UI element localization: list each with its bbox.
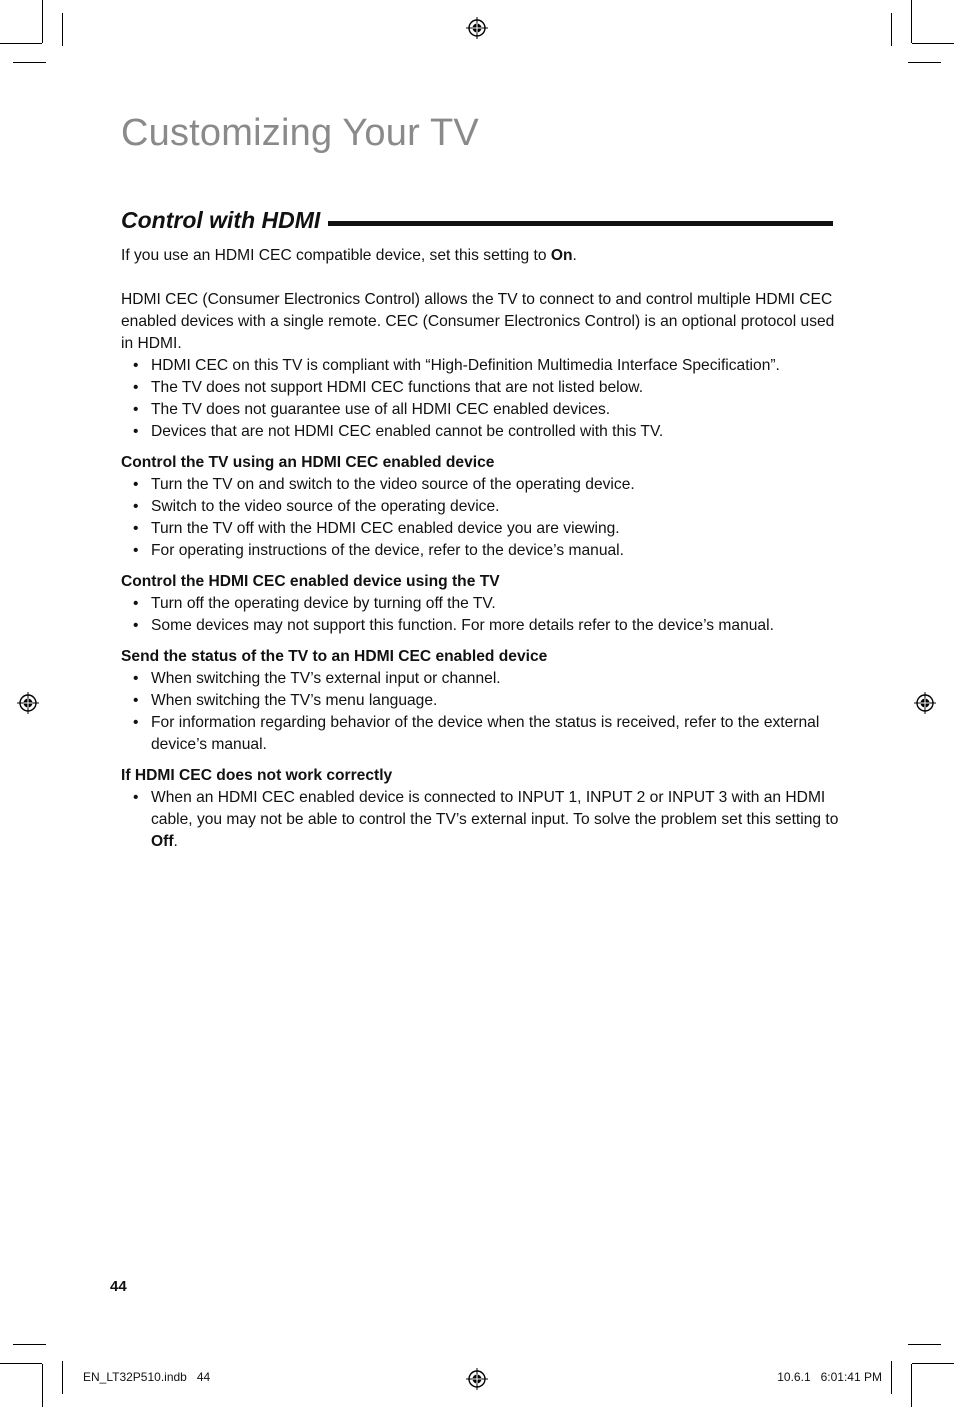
setting-off: Off	[151, 833, 174, 850]
crop-mark-top-left-h	[0, 43, 42, 44]
crop-mark-top-right-h	[912, 43, 954, 44]
page-title: Customizing Your TV	[121, 112, 479, 154]
crop-mark-top-right-h2	[908, 62, 941, 63]
list-item: • The TV does not guarantee use of all HDMI CEC enabled devices.	[121, 399, 841, 421]
crop-mark-bottom-right-h	[912, 1363, 954, 1364]
description-paragraph: HDMI CEC (Consumer Electronics Control) allows the TV to connect to and control multiple HDMI CEC enabled devices with a single remote. CEC (Consumer Electronics Control) is an optional protocol used in HDMI.	[121, 291, 835, 352]
crop-mark-bottom-left-h2	[13, 1344, 46, 1345]
list-item: • Switch to the video source of the operating device.	[121, 496, 841, 518]
list-item: • HDMI CEC on this TV is compliant with “High-Definition Multimedia Interface Specification”.	[121, 355, 841, 377]
crop-mark-bottom-right-v	[911, 1364, 912, 1407]
crop-mark-bottom-left-v2	[62, 1361, 63, 1394]
body-content	[121, 245, 841, 853]
subsection-heading: Send the status of the TV to an HDMI CEC enabled device	[121, 648, 548, 665]
crop-mark-top-right-v	[911, 0, 912, 43]
section-heading	[121, 203, 833, 237]
registration-target-icon	[17, 692, 39, 714]
registration-target-icon	[914, 692, 936, 714]
list-item: • When switching the TV’s external input or channel.	[121, 668, 841, 690]
crop-mark-top-right-v2	[891, 13, 892, 46]
list-item-text: When an HDMI CEC enabled device is connected to INPUT 1, INPUT 2 or INPUT 3 with an HDMI cable, you may not be able to control the TV’s external input. To solve the problem set this setting to	[151, 789, 839, 828]
subsection-list	[121, 668, 841, 756]
list-item: • The TV does not support HDMI CEC functions that are not listed below.	[121, 377, 841, 399]
page-number: 44	[110, 1278, 127, 1295]
crop-mark-top-left-v2	[62, 13, 63, 46]
intro-paragraph	[121, 245, 841, 267]
footer-file-name: EN_LT32P510.indb 44	[83, 1370, 211, 1384]
subsection-heading: If HDMI CEC does not work correctly	[121, 767, 393, 784]
intro-period: .	[572, 247, 577, 264]
crop-mark-top-left-v	[42, 0, 43, 43]
section-rule	[328, 221, 833, 226]
section-title: Control with HDMI	[121, 206, 321, 233]
list-item: • Turn the TV off with the HDMI CEC enabled device you are viewing.	[121, 518, 841, 540]
list-item: • For information regarding behavior of the device when the status is received, refer to the external device’s manual.	[121, 712, 841, 756]
subsection-list	[121, 787, 841, 853]
list-item: • When switching the TV’s menu language.	[121, 690, 841, 712]
registration-target-icon	[466, 1368, 488, 1390]
crop-mark-top-left-h2	[13, 62, 46, 63]
list-item-period: .	[173, 833, 178, 850]
list-item: • Turn off the operating device by turning off the TV.	[121, 593, 841, 615]
crop-mark-bottom-left-v	[42, 1364, 43, 1407]
intro-text: If you use an HDMI CEC compatible device, set this setting to	[121, 247, 551, 264]
crop-mark-bottom-right-v2	[891, 1361, 892, 1394]
notes-list	[121, 355, 841, 443]
list-item: • Devices that are not HDMI CEC enabled cannot be controlled with this TV.	[121, 421, 841, 443]
subsection-heading: Control the HDMI CEC enabled device using the TV	[121, 573, 500, 590]
intro-setting-on: On	[550, 247, 573, 264]
list-item: • Turn the TV on and switch to the video source of the operating device.	[121, 474, 841, 496]
list-item: • Some devices may not support this function. For more details refer to the device’s manual.	[121, 615, 841, 637]
list-item: • For operating instructions of the device, refer to the device’s manual.	[121, 540, 841, 562]
subsection-list	[121, 474, 841, 562]
list-item	[121, 787, 841, 853]
crop-mark-bottom-right-h2	[908, 1344, 941, 1345]
registration-target-icon	[466, 17, 488, 39]
crop-mark-bottom-left-h	[0, 1363, 42, 1364]
footer-timestamp: 10.6.1 6:01:41 PM	[777, 1370, 882, 1384]
subsection-list	[121, 593, 841, 637]
subsection-heading: Control the TV using an HDMI CEC enabled device	[121, 454, 495, 471]
